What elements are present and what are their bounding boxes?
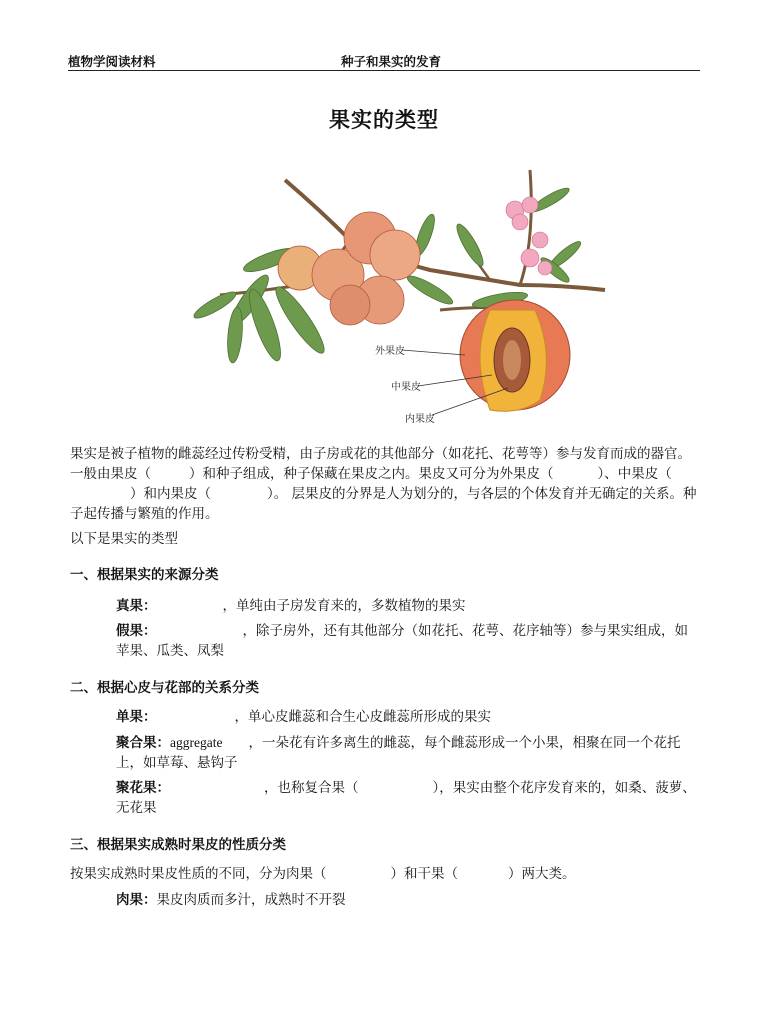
pericarp-text-1: 按果实成熟时果皮性质的不同，分为肉果（ bbox=[70, 866, 327, 882]
true-fruit-text: ，单纯由子房发育来的，多数植物的果实 bbox=[222, 598, 466, 614]
simple-fruit-item bbox=[116, 707, 700, 727]
multiple-fruit-term: 聚花果： bbox=[116, 780, 170, 796]
aggregate-english: aggregate bbox=[170, 735, 223, 750]
fleshy-fruit-term: 肉果： bbox=[116, 892, 157, 908]
peach-branch-illustration bbox=[190, 160, 610, 430]
pericarp-text-2: ）和干果（ bbox=[390, 866, 458, 882]
section3-heading: 三、根据果实成熟时果皮的性质分类 bbox=[70, 837, 286, 853]
aggregate-fruit-term: 聚合果： bbox=[116, 735, 170, 751]
multiple-fruit-text-2: ），果实由整个花序发育来的，如桑、菠萝、无花果 bbox=[116, 780, 696, 816]
fleshy-fruit-text: 果皮肉质而多汁，成熟时不开裂 bbox=[156, 892, 346, 908]
intro-text-3: ）、中果皮（ bbox=[597, 466, 672, 482]
simple-fruit-text: ，单心皮雌蕊和合生心皮雌蕊所形成的果实 bbox=[234, 709, 491, 725]
section1-heading: 一、根据果实的来源分类 bbox=[70, 567, 219, 583]
false-fruit-item bbox=[116, 621, 700, 661]
page-title: 果实的类型 bbox=[329, 107, 439, 132]
aggregate-fruit-item bbox=[116, 733, 700, 773]
aggregate-fruit-text: ，一朵花有许多离生的雌蕊，每个雌蕊形成一个小果，相聚在同一个花托上，如草莓、悬钩子 bbox=[116, 735, 681, 771]
simple-fruit-term: 单果： bbox=[116, 709, 157, 725]
pericarp-text-3: ）两大类。 bbox=[508, 866, 576, 882]
label-exocarp: 外果皮 bbox=[375, 346, 405, 357]
page-header bbox=[68, 50, 700, 71]
intro-text-1: 果实是被子植物的雌蕊经过传粉受精，由子房或花的其他部分（如花托、花萼等）参与发育而成的器官。一般由果皮（ bbox=[70, 446, 691, 482]
types-intro: 以下是果实的类型 bbox=[70, 531, 178, 547]
intro-text-5: ）。 层果皮的分界是人为划分的，与各层的个体发育并无确定的关系。种子起传播与繁殖的作用。 bbox=[70, 486, 697, 522]
label-mesocarp: 中果皮 bbox=[391, 382, 421, 393]
multiple-fruit-item bbox=[116, 778, 700, 818]
label-endocarp: 内果皮 bbox=[405, 414, 435, 425]
intro-paragraph bbox=[70, 444, 700, 524]
intro-text-2: ）和种子组成，种子保藏在果皮之内。果皮又可分为外果皮（ bbox=[189, 466, 554, 482]
fleshy-fruit-item bbox=[116, 890, 700, 910]
false-fruit-term: 假果： bbox=[116, 623, 157, 639]
header-chapter: 种子和果实的发育 bbox=[341, 54, 442, 69]
section2-heading: 二、根据心皮与花部的关系分类 bbox=[70, 680, 259, 696]
true-fruit-item bbox=[116, 596, 700, 616]
true-fruit-term: 真果： bbox=[116, 598, 157, 614]
multiple-fruit-text-1: ，也称复合果（ bbox=[264, 780, 359, 796]
intro-text-4: ）和内果皮（ bbox=[130, 486, 211, 502]
false-fruit-text: ，除子房外，还有其他部分（如花托、花萼、花序轴等）参与果实组成，如苹果、瓜类、凤梨 bbox=[116, 623, 688, 659]
pericarp-nature-paragraph bbox=[70, 864, 700, 884]
header-subject: 植物学阅读材料 bbox=[68, 54, 156, 69]
